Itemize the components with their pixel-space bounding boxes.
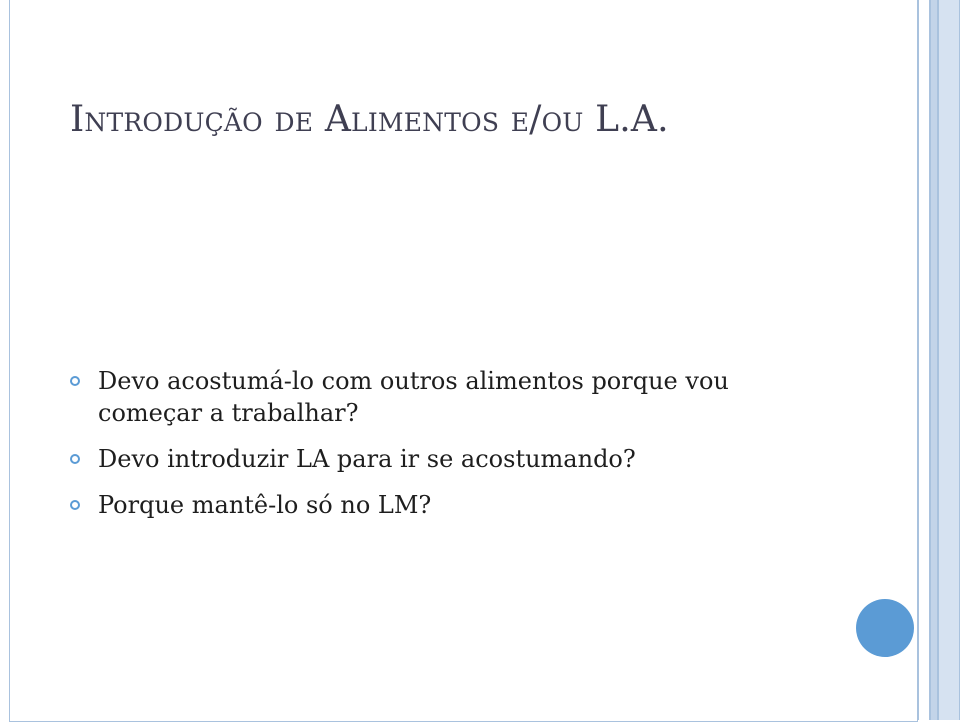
bullet-item: [70, 489, 810, 521]
decorative-circle: [856, 599, 914, 657]
bullet-list: [70, 365, 810, 535]
side-stripe: [918, 0, 930, 720]
bullet-text: Devo introduzir LA para ir se acostumando?: [98, 445, 636, 473]
bullet-text: Devo acostumá-lo com outros alimentos porque vou começar a trabalhar?: [98, 367, 729, 427]
bullet-ring-icon: [70, 500, 80, 510]
bullet-item: [70, 443, 810, 475]
side-stripe: [938, 0, 960, 720]
bullet-ring-icon: [70, 376, 80, 386]
slide-title: Introdução de Alimentos e/ou L.A.: [70, 99, 669, 140]
side-stripe: [930, 0, 938, 720]
bullet-ring-icon: [70, 454, 80, 464]
slide-frame: [9, 0, 918, 722]
bullet-text: Porque mantê-lo só no LM?: [98, 491, 432, 519]
bullet-item: [70, 365, 810, 429]
